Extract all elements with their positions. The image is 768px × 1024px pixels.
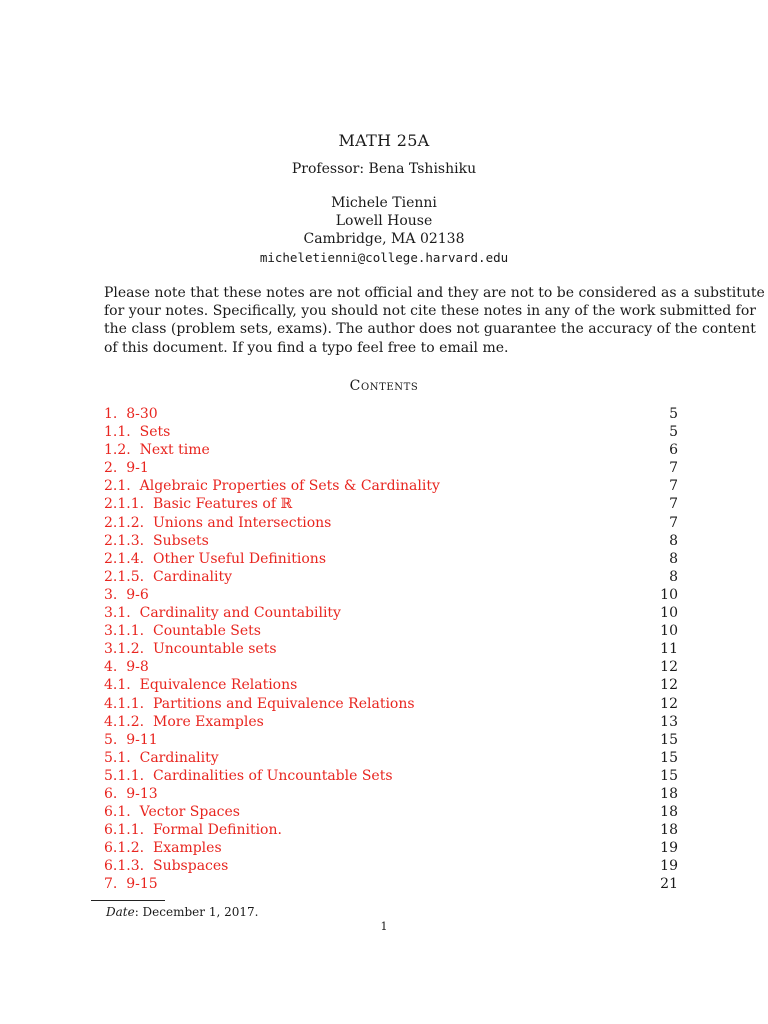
toc-entry[interactable] (104, 604, 678, 622)
toc-entry-spacer (131, 424, 140, 440)
toc-entry-title: Equivalence Relations (139, 677, 298, 694)
toc-entry[interactable] (104, 839, 678, 857)
toc-entry-link[interactable] (104, 514, 331, 532)
page-number: 1 (380, 920, 388, 933)
toc-entry-title: Basic Features of ℝ (152, 496, 293, 513)
toc-entry-title: Countable Sets (152, 623, 261, 640)
toc-entry-link[interactable] (104, 857, 228, 875)
toc-entry-page: 18 (660, 804, 678, 821)
toc-entry-spacer (117, 460, 126, 476)
toc-entry-link[interactable] (104, 658, 149, 676)
toc-entry-number: 2.1.4. (104, 550, 145, 567)
toc-entry[interactable] (104, 767, 678, 785)
toc-entry-title: 9-1 (126, 460, 149, 477)
toc-entry[interactable] (104, 731, 678, 749)
toc-entry-link[interactable] (104, 423, 170, 441)
toc-entry-spacer (144, 623, 153, 639)
toc-entry-number: 2. (104, 460, 118, 477)
toc-entry-number: 2.1.1. (104, 496, 145, 513)
toc-entry[interactable] (104, 713, 678, 731)
toc-entry-title: Algebraic Properties of Sets & Cardinality (139, 478, 440, 495)
toc-entry-title: Unions and Intersections (152, 514, 332, 531)
toc-entry[interactable] (104, 441, 678, 459)
toc-entry-link[interactable] (104, 839, 222, 857)
footnote-text: : December 1, 2017. (134, 905, 259, 919)
toc-entry-number: 5.1.1. (104, 767, 145, 784)
toc-entry[interactable] (104, 658, 678, 676)
toc-entry-number: 3.1. (104, 605, 131, 622)
toc-entry[interactable] (104, 495, 678, 513)
toc-entry-title: Cardinalities of Uncountable Sets (152, 767, 393, 784)
toc-entry-number: 6. (104, 785, 118, 802)
toc-entry-spacer (144, 533, 153, 549)
toc-entry[interactable] (104, 586, 678, 604)
toc-entry-title: Subsets (152, 532, 209, 549)
toc-entry-link[interactable] (104, 568, 232, 586)
toc-entry-spacer (117, 587, 126, 603)
toc-entry-number: 4. (104, 659, 118, 676)
toc-entry[interactable] (104, 821, 678, 839)
toc-entry-number: 7. (104, 876, 118, 893)
toc-entry-title: Partitions and Equivalence Relations (152, 695, 415, 712)
toc-entry-spacer (144, 496, 153, 512)
toc-entry-page: 5 (669, 406, 678, 422)
disclaimer-paragraph (104, 284, 765, 357)
author-email[interactable]: micheletienni@college.harvard.edu (259, 250, 509, 265)
toc-entry[interactable] (104, 532, 678, 550)
toc-entry-title: Cardinality and Countability (139, 605, 341, 622)
toc-entry-link[interactable] (104, 622, 261, 640)
author-name: Michele Tienni (331, 195, 437, 211)
toc-entry-spacer (144, 840, 153, 856)
toc-entry-page: 10 (660, 605, 678, 622)
toc-entry-page: 19 (660, 840, 678, 857)
toc-entry-link[interactable] (104, 640, 277, 658)
toc-entry-title: Examples (152, 840, 222, 857)
toc-entry-link[interactable] (104, 532, 209, 550)
toc-entry-page: 8 (669, 568, 678, 585)
toc-entry-link[interactable] (104, 803, 240, 821)
toc-entry-title: Other Useful Definitions (152, 550, 327, 567)
toc-entry-number: 3. (104, 586, 118, 603)
toc-entry-page: 7 (669, 478, 678, 495)
toc-entry-title: Cardinality (152, 568, 233, 585)
toc-entry-title: 9-13 (126, 785, 158, 802)
toc-entry-link[interactable] (104, 785, 158, 803)
toc-entry-link[interactable] (104, 731, 158, 749)
toc-entry[interactable] (104, 477, 678, 495)
toc-entry-title: Subspaces (152, 858, 229, 875)
toc-entry-number: 4.1. (104, 677, 131, 694)
toc-entry-number: 6.1.3. (104, 858, 145, 875)
toc-entry-title: Next time (139, 442, 210, 459)
toc-entry-link[interactable] (104, 495, 292, 513)
toc-entry-spacer (144, 515, 153, 531)
toc-entry[interactable] (104, 514, 678, 532)
toc-entry[interactable] (104, 875, 678, 893)
toc-entry-number: 3.1.2. (104, 641, 145, 658)
toc-entry-link[interactable] (104, 821, 282, 839)
toc-entry[interactable] (104, 785, 678, 803)
toc-entry-title: Vector Spaces (139, 804, 240, 821)
toc-entry-spacer (144, 551, 153, 567)
toc-entry-number: 1.1. (104, 424, 131, 441)
toc-entry-page: 8 (669, 550, 678, 567)
toc-entry-link[interactable] (104, 713, 264, 731)
toc-entry-link[interactable] (104, 875, 158, 893)
toc-entry-page: 15 (660, 749, 678, 766)
toc-entry-title: Formal Definition. (152, 822, 282, 839)
toc-entry-number: 5. (104, 731, 118, 748)
toc-entry-title: More Examples (152, 713, 264, 730)
toc-entry-page: 19 (660, 858, 678, 875)
toc-entry-link[interactable] (104, 405, 158, 423)
toc-entry[interactable] (104, 640, 678, 658)
toc-entry-spacer (117, 406, 126, 422)
toc-entry[interactable] (104, 550, 678, 568)
toc-entry-page: 8 (669, 532, 678, 549)
toc-entry-spacer (131, 442, 140, 458)
toc-entry-number: 2.1.2. (104, 514, 145, 531)
toc-entry[interactable] (104, 459, 678, 477)
toc-entry[interactable] (104, 622, 678, 640)
toc-entry-title: 9-6 (126, 586, 149, 603)
toc-entry-page: 15 (660, 731, 678, 748)
toc-entry-number: 6.1. (104, 804, 131, 821)
toc-entry-title: 9-15 (126, 876, 158, 893)
toc-entry[interactable] (104, 803, 678, 821)
toc-entry-page: 10 (660, 623, 678, 640)
toc-entry-link[interactable] (104, 441, 210, 459)
table-of-contents (104, 405, 678, 894)
toc-entry-number: 4.1.1. (104, 695, 145, 712)
toc-entry-spacer (117, 786, 126, 802)
toc-entry-title: 9-8 (126, 659, 149, 676)
toc-entry-page: 6 (669, 442, 678, 459)
toc-entry-link[interactable] (104, 604, 341, 622)
toc-entry-page: 12 (660, 695, 678, 712)
disclaimer-line: of this document. If you find a typo feel free to email me. (104, 339, 509, 356)
toc-entry-page: 12 (660, 677, 678, 694)
toc-entry-spacer (131, 605, 140, 621)
toc-entry-link[interactable] (104, 695, 415, 713)
toc-entry[interactable] (104, 676, 678, 694)
toc-entry-spacer (117, 659, 126, 675)
toc-entry-page: 13 (660, 713, 678, 730)
toc-entry-spacer (131, 478, 140, 494)
toc-entry-number: 5.1. (104, 749, 131, 766)
toc-entry-page: 21 (660, 876, 678, 893)
toc-entry-title: Sets (139, 424, 171, 441)
toc-entry-title: Cardinality (139, 749, 219, 766)
toc-entry-page: 11 (660, 641, 678, 658)
toc-entry-page: 10 (660, 586, 678, 603)
toc-entry-page: 5 (669, 424, 678, 441)
toc-entry-spacer (131, 804, 140, 820)
toc-entry-link[interactable] (104, 749, 219, 767)
toc-entry-spacer (117, 876, 126, 892)
toc-entry-number: 2.1.5. (104, 568, 145, 585)
toc-entry-link[interactable] (104, 459, 149, 477)
document-title: MATH 25A (338, 131, 430, 150)
toc-entry-page: 7 (669, 460, 678, 477)
toc-entry-spacer (144, 696, 153, 712)
toc-entry-page: 18 (660, 822, 678, 839)
toc-entry-spacer (131, 750, 140, 766)
toc-entry[interactable] (104, 423, 678, 441)
toc-entry-number: 3.1.1. (104, 623, 145, 640)
author-city: Cambridge, MA 02138 (303, 231, 465, 247)
toc-entry-title: 9-11 (126, 731, 158, 748)
toc-entry-page: 15 (660, 767, 678, 784)
toc-entry-spacer (144, 822, 153, 838)
toc-entry[interactable] (104, 749, 678, 767)
toc-entry-page: 18 (660, 785, 678, 802)
toc-entry-title: 8-30 (126, 406, 158, 422)
toc-entry-spacer (131, 677, 140, 693)
toc-entry-number: 1. (104, 406, 118, 422)
toc-entry-number: 4.1.2. (104, 713, 145, 730)
toc-entry[interactable] (104, 568, 678, 586)
toc-entry[interactable] (104, 405, 678, 423)
toc-entry-number: 6.1.1. (104, 822, 145, 839)
toc-entry-link[interactable] (104, 676, 297, 694)
professor-line: Professor: Bena Tshishiku (291, 161, 477, 177)
date-footnote (106, 905, 258, 919)
toc-entry-spacer (117, 732, 126, 748)
toc-entry-spacer (144, 858, 153, 874)
contents-heading: Contents (349, 378, 419, 394)
disclaimer-line: the class (problem sets, exams). The author does not guarantee the accuracy of the content (104, 321, 756, 338)
toc-entry-number: 2.1.3. (104, 532, 145, 549)
toc-entry-page: 7 (669, 514, 678, 531)
toc-entry-link[interactable] (104, 767, 393, 785)
footnote-label: Date (106, 905, 135, 919)
toc-entry-spacer (144, 641, 153, 657)
footnote-rule (91, 900, 165, 901)
author-house: Lowell House (335, 213, 433, 229)
toc-entry-number: 2.1. (104, 478, 131, 495)
disclaimer-line: for your notes. Specifically, you should not cite these notes in any of the work submitted for (104, 303, 756, 320)
toc-entry[interactable] (104, 695, 678, 713)
disclaimer-line: Please note that these notes are not official and they are not to be considered as a substitute (104, 285, 765, 301)
toc-entry-link[interactable] (104, 586, 149, 604)
toc-entry-title: Uncountable sets (152, 641, 277, 658)
toc-entry-number: 1.2. (104, 442, 131, 459)
toc-entry-link[interactable] (104, 477, 440, 495)
toc-entry-link[interactable] (104, 550, 326, 568)
toc-entry-page: 12 (660, 659, 678, 676)
toc-entry-spacer (144, 714, 153, 730)
toc-entry[interactable] (104, 857, 678, 875)
toc-entry-page: 7 (669, 496, 678, 513)
toc-entry-number: 6.1.2. (104, 840, 145, 857)
toc-entry-spacer (144, 569, 153, 585)
toc-entry-spacer (144, 768, 153, 784)
